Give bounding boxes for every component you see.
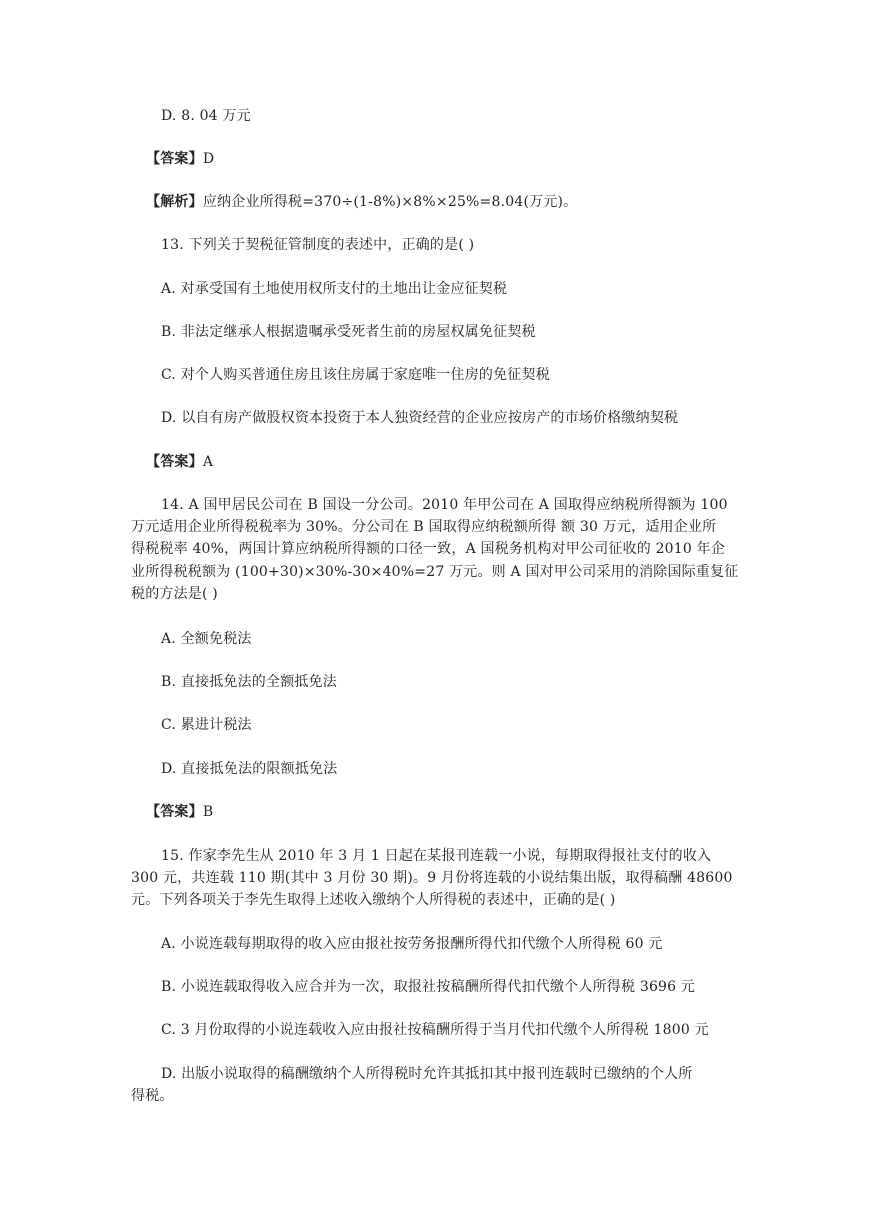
q15-option-d-line-2: 得税。 (131, 1088, 174, 1104)
answer-label: 【答案】 (146, 454, 203, 470)
q13-option-c: C. 对个人购买普通住房且该住房属于家庭唯一住房的免征契税 (161, 367, 550, 383)
q14-stem-line-4: 业所得税税额为 (100+30)×30%-30×40%=27 万元。则 A 国对甲公司采用的消除国际重复征 (131, 564, 739, 580)
q14-option-d: D. 直接抵免法的限额抵免法 (161, 761, 338, 777)
q14-stem-line-1: 14. A 国甲居民公司在 B 国设一分公司。2010 年甲公司在 A 国取得应纳税所得额为 100 (161, 497, 728, 513)
q13-stem: 13. 下列关于契税征管制度的表述中，正确的是( ) (161, 237, 475, 253)
answer-value: B (202, 804, 214, 820)
q13-option-a: A. 对承受国有土地使用权所支付的土地出让金应征契税 (161, 281, 508, 297)
analysis-text: 应纳企业所得税=370÷(1-8%)×8%×25%=8.04(万元)。 (202, 194, 578, 210)
q13-option-d: D. 以自有房产做股权资本投资于本人独资经营的企业应按房产的市场价格缴纳契税 (161, 410, 679, 426)
q14-option-a: A. 全额免税法 (161, 631, 252, 647)
q14-option-c: C. 累进计税法 (161, 717, 252, 733)
q12-analysis (146, 192, 577, 213)
q12-option-d: D. 8. 04 万元 (161, 108, 251, 124)
q15-option-d-line-1: D. 出版小说取得的稿酬缴纳个人所得税时允许其抵扣其中报刊连载时已缴纳的个人所 (161, 1066, 693, 1082)
q15-stem-line-3: 元。下列各项关于李先生取得上述收入缴纳个人所得税的表述中，正确的是( ) (131, 892, 616, 908)
q15-option-c: C. 3 月份取得的小说连载收入应由报社按稿酬所得于当月代扣代缴个人所得税 1800 元 (161, 1022, 709, 1038)
q14-stem-line-3: 得税税率 40%，两国计算应纳税所得额的口径一致，A 国税务机构对甲公司征收的 2010 年企 (131, 541, 726, 557)
q14-stem-line-2: 万元适用企业所得税税率为 30%。分公司在 B 国取得应纳税额所得 额 30 万元，适用企业所 (131, 519, 717, 535)
answer-label: 【答案】 (146, 151, 203, 167)
q13-answer (146, 452, 213, 473)
q12-answer (146, 149, 214, 170)
q15-option-a: A. 小说连载每期取得的收入应由报社按劳务报酬所得代扣代缴个人所得税 60 元 (161, 936, 663, 952)
q13-option-b: B. 非法定继承人根据遗嘱承受死者生前的房屋权属免征契税 (161, 324, 536, 340)
answer-value: A (202, 454, 214, 470)
analysis-label: 【解析】 (146, 194, 203, 210)
answer-value: D (202, 151, 215, 167)
q15-stem-line-2: 300 元，共连载 110 期(其中 3 月份 30 期)。9 月份将连载的小说结集出版，取得稿酬 48600 (131, 870, 733, 886)
q14-option-b: B. 直接抵免法的全额抵免法 (161, 674, 337, 690)
q14-answer (146, 802, 213, 823)
q14-stem-line-5: 税的方法是( ) (131, 586, 218, 602)
q15-stem-line-1: 15. 作家李先生从 2010 年 3 月 1 日起在某报刊连载一小说，每期取得报社支付的收入 (161, 848, 712, 864)
q15-option-b: B. 小说连载取得收入应合并为一次，取报社按稿酬所得代扣代缴个人所得税 3696 元 (161, 979, 696, 995)
answer-label: 【答案】 (146, 804, 203, 820)
